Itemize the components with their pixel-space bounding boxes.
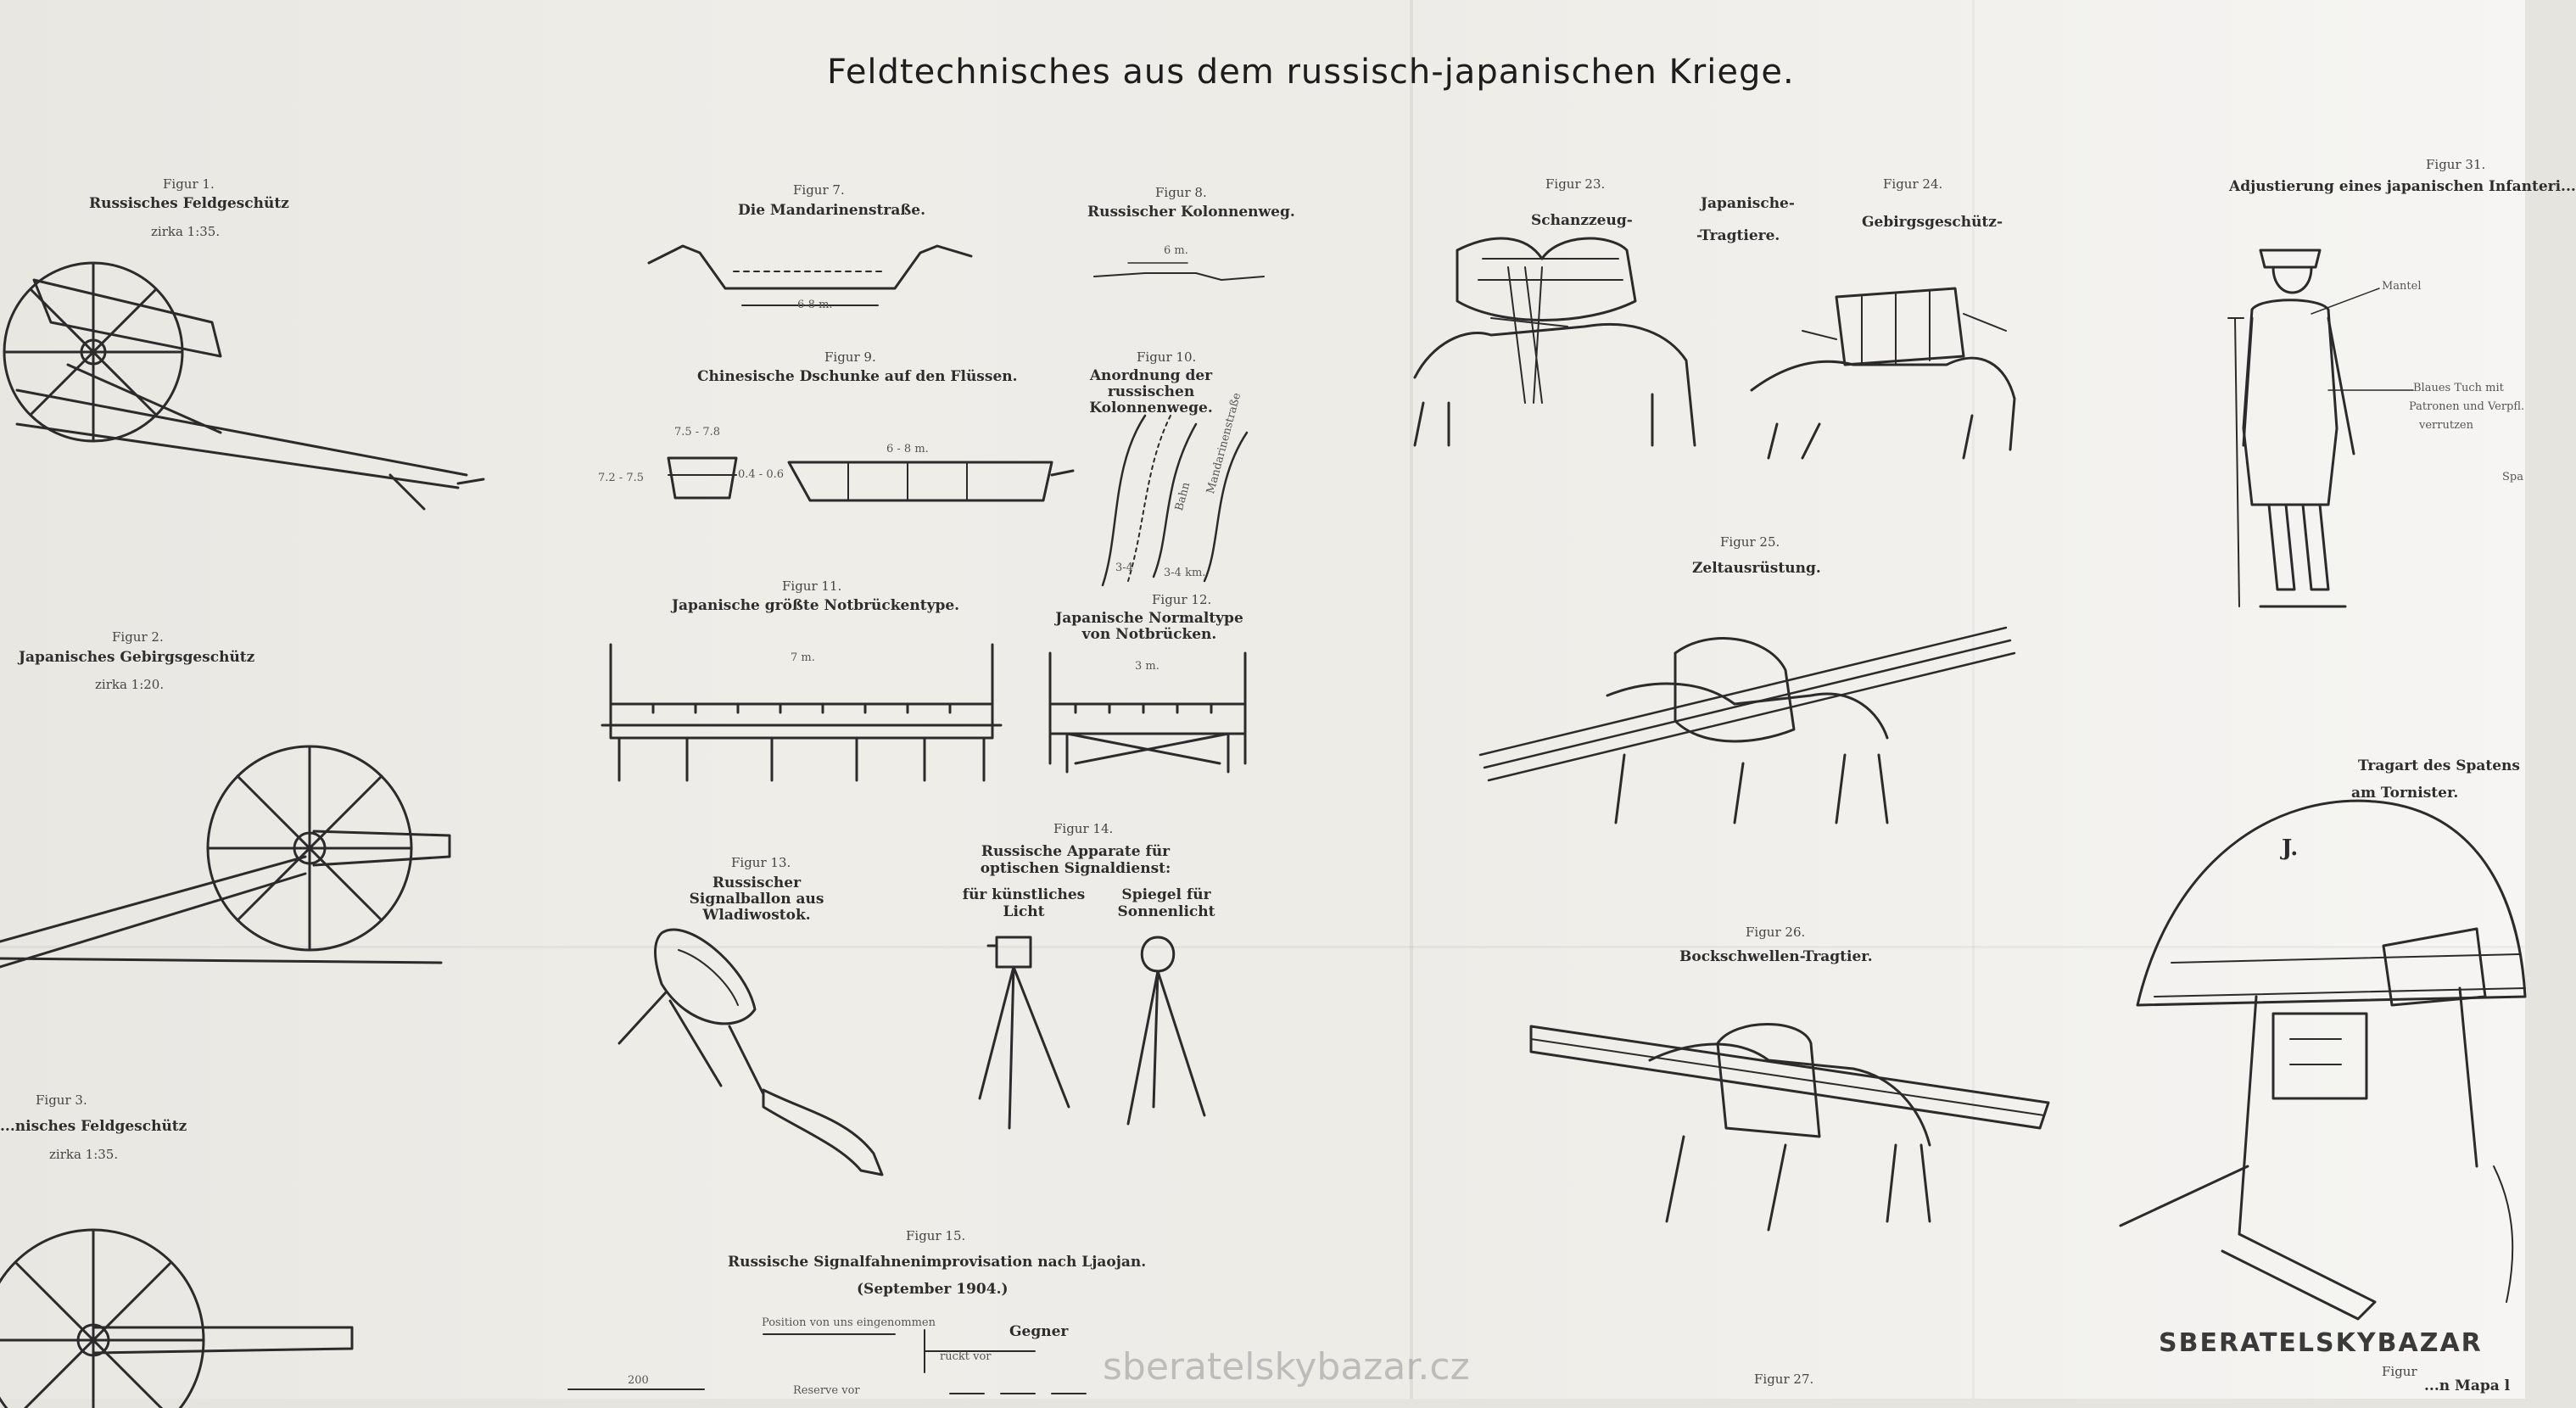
japanese-pack-animals-sub: -Tragtiere. xyxy=(1696,227,1780,244)
fig3-number: Figur 3. xyxy=(36,1092,87,1108)
fig2-number: Figur 2. xyxy=(112,629,164,645)
fig1-number: Figur 1. xyxy=(163,176,215,192)
japanese-pack-animals-label: Japanische- xyxy=(1701,195,1795,212)
fig14-caption: Russische Apparate für optischen Signaldienst: xyxy=(980,843,1171,877)
fig31-pointer-lines xyxy=(2311,288,2413,407)
fig15-advance-label: rückt vor xyxy=(940,1350,992,1363)
fig27-number: Figur 27. xyxy=(1754,1372,1814,1387)
fig31-caption: Adjustierung eines japanischen Infanteri... xyxy=(2229,178,2576,195)
watermark-text: sberatelskybazar.cz xyxy=(1103,1345,1470,1388)
fig14-sunlight-mirror-label: Spiegel für Sonnenlicht xyxy=(1117,886,1215,920)
annotation-mantel: Mantel xyxy=(2382,280,2422,293)
spade-letter-j: J. xyxy=(2282,835,2299,861)
fig12-caption: Japanische Normaltype von Notbrücken. xyxy=(1055,610,1243,643)
fig2-scale: zirka 1:20. xyxy=(95,677,165,692)
fig15-reserve-label: Reserve vor xyxy=(793,1384,860,1397)
fig7-width-label: 6-8 m. xyxy=(797,299,833,311)
fig13-number: Figur 13. xyxy=(731,855,791,870)
fig15-date: (September 1904.) xyxy=(857,1281,1009,1298)
fig11-bridge-drawing xyxy=(602,645,1001,789)
fig12-width-label: 3 m. xyxy=(1135,660,1159,673)
fig23-entrenching-tool-pack-animal xyxy=(1415,233,1695,445)
fig7-caption: Die Mandarinenstraße. xyxy=(738,202,926,219)
fold-line-vertical xyxy=(1410,0,1413,1399)
fig23-number: Figur 23. xyxy=(1545,176,1606,192)
fig13-signal-balloon-drawing xyxy=(619,916,899,1187)
fig25-tent-equipment-pack-animal xyxy=(1480,619,2014,823)
fig10-rail-label: Bahn xyxy=(1173,481,1193,512)
fig14-number: Figur 14. xyxy=(1053,821,1114,836)
fig9-dim-b: 7.2 - 7.5 xyxy=(598,472,645,484)
fig2-caption: Japanisches Gebirgsgeschütz xyxy=(19,649,255,666)
fig26-caption: Bockschwellen-Tragtier. xyxy=(1679,948,1873,965)
annotation-cartridges: Patronen und Verpfl. xyxy=(2409,400,2525,413)
fig26-trestle-beam-pack-animal xyxy=(1531,1009,2057,1230)
fig10-number: Figur 10. xyxy=(1137,349,1197,365)
fig10-distance-b: 3-4 km. xyxy=(1164,567,1206,579)
fig3-field-gun-drawing xyxy=(0,1221,373,1408)
annotation-blue-cloth: Blaues Tuch mit xyxy=(2413,382,2504,394)
fig26-number: Figur 26. xyxy=(1746,925,1806,940)
fig9-dim-a: 7.5 - 7.8 xyxy=(674,426,721,439)
fig25-number: Figur 25. xyxy=(1720,534,1780,550)
fig1-scale: zirka 1:35. xyxy=(151,224,221,239)
fig9-dim-d: 6 - 8 m. xyxy=(886,443,929,455)
fig11-number: Figur 11. xyxy=(782,578,842,594)
fig14-optical-signal-apparatus xyxy=(975,929,1230,1132)
fig12-bridge-drawing xyxy=(1042,653,1254,780)
fig11-width-label: 7 m. xyxy=(791,651,815,664)
watermark-logo: SBERATELSKYBAZAR xyxy=(2159,1328,2483,1358)
fig15-enemy-label: Gegner xyxy=(1009,1323,1069,1340)
fig-cut-label: Figur xyxy=(2382,1364,2417,1379)
fig10-distance-a: 3-4 xyxy=(1115,562,1133,574)
fig15-number: Figur 15. xyxy=(906,1228,966,1243)
fig25-caption: Zeltausrüstung. xyxy=(1692,560,1821,577)
fig8-caption: Russischer Kolonnenweg. xyxy=(1087,204,1295,221)
fig12-number: Figur 12. xyxy=(1152,592,1212,607)
fig31-number: Figur 31. xyxy=(2426,157,2486,172)
fig8-width-label: 6 m. xyxy=(1164,244,1188,257)
annotation-spaten-cut: Spa xyxy=(2502,471,2523,483)
fig15-scale-label: 200 xyxy=(628,1374,649,1387)
fig3-scale: zirka 1:35. xyxy=(49,1147,119,1162)
fig3-caption: ...nisches Feldgeschütz xyxy=(0,1118,187,1135)
fig9-caption: Chinesische Dschunke auf den Flüssen. xyxy=(697,368,1018,385)
fig13-caption: Russischer Signalballon aus Wladiwostok. xyxy=(689,874,824,924)
fig9-dim-c: 0.4 - 0.6 xyxy=(738,468,785,481)
fig-cut-caption: ...n Mapa l xyxy=(2424,1377,2511,1394)
fig8-number: Figur 8. xyxy=(1155,185,1207,200)
fig15-caption: Russische Signalfahnenimprovisation nach Ljaojan. xyxy=(728,1254,1147,1271)
fig23-caption: Schanzzeug- xyxy=(1531,212,1633,229)
fig7-number: Figur 7. xyxy=(793,182,845,198)
spade-carrying-sub: am Tornister. xyxy=(2351,785,2459,802)
fig10-road-label: Mandarinenstraße xyxy=(1204,391,1244,495)
annotation-wrapped: verrutzen xyxy=(2419,419,2473,432)
fig1-caption: Russisches Feldgeschütz xyxy=(89,195,289,212)
fig1-field-gun-drawing xyxy=(0,263,492,517)
fig24-caption: Gebirgsgeschütz- xyxy=(1862,214,2003,231)
fig2-mountain-gun-drawing xyxy=(0,729,475,984)
fig9-number: Figur 9. xyxy=(824,349,876,365)
fig24-mountain-gun-pack-animal xyxy=(1752,263,2023,458)
spade-carrying-caption: Tragart des Spatens xyxy=(2358,757,2520,774)
fig10-caption: Anordnung der russischen Kolonnenwege. xyxy=(1089,367,1213,416)
spade-on-knapsack-drawing xyxy=(2121,793,2525,1319)
page-title: Feldtechnisches aus dem russisch-japanischen Kriege. xyxy=(827,53,1795,92)
fig15-position-label: Position von uns eingenommen xyxy=(762,1316,936,1329)
fig24-number: Figur 24. xyxy=(1883,176,1943,192)
fig9-junk-drawing xyxy=(653,445,1077,513)
fig8-column-road-profile xyxy=(1094,254,1264,297)
fig14-artificial-light-label: für künstliches Licht xyxy=(962,886,1086,920)
fig11-caption: Japanische größte Notbrückentype. xyxy=(672,597,960,614)
